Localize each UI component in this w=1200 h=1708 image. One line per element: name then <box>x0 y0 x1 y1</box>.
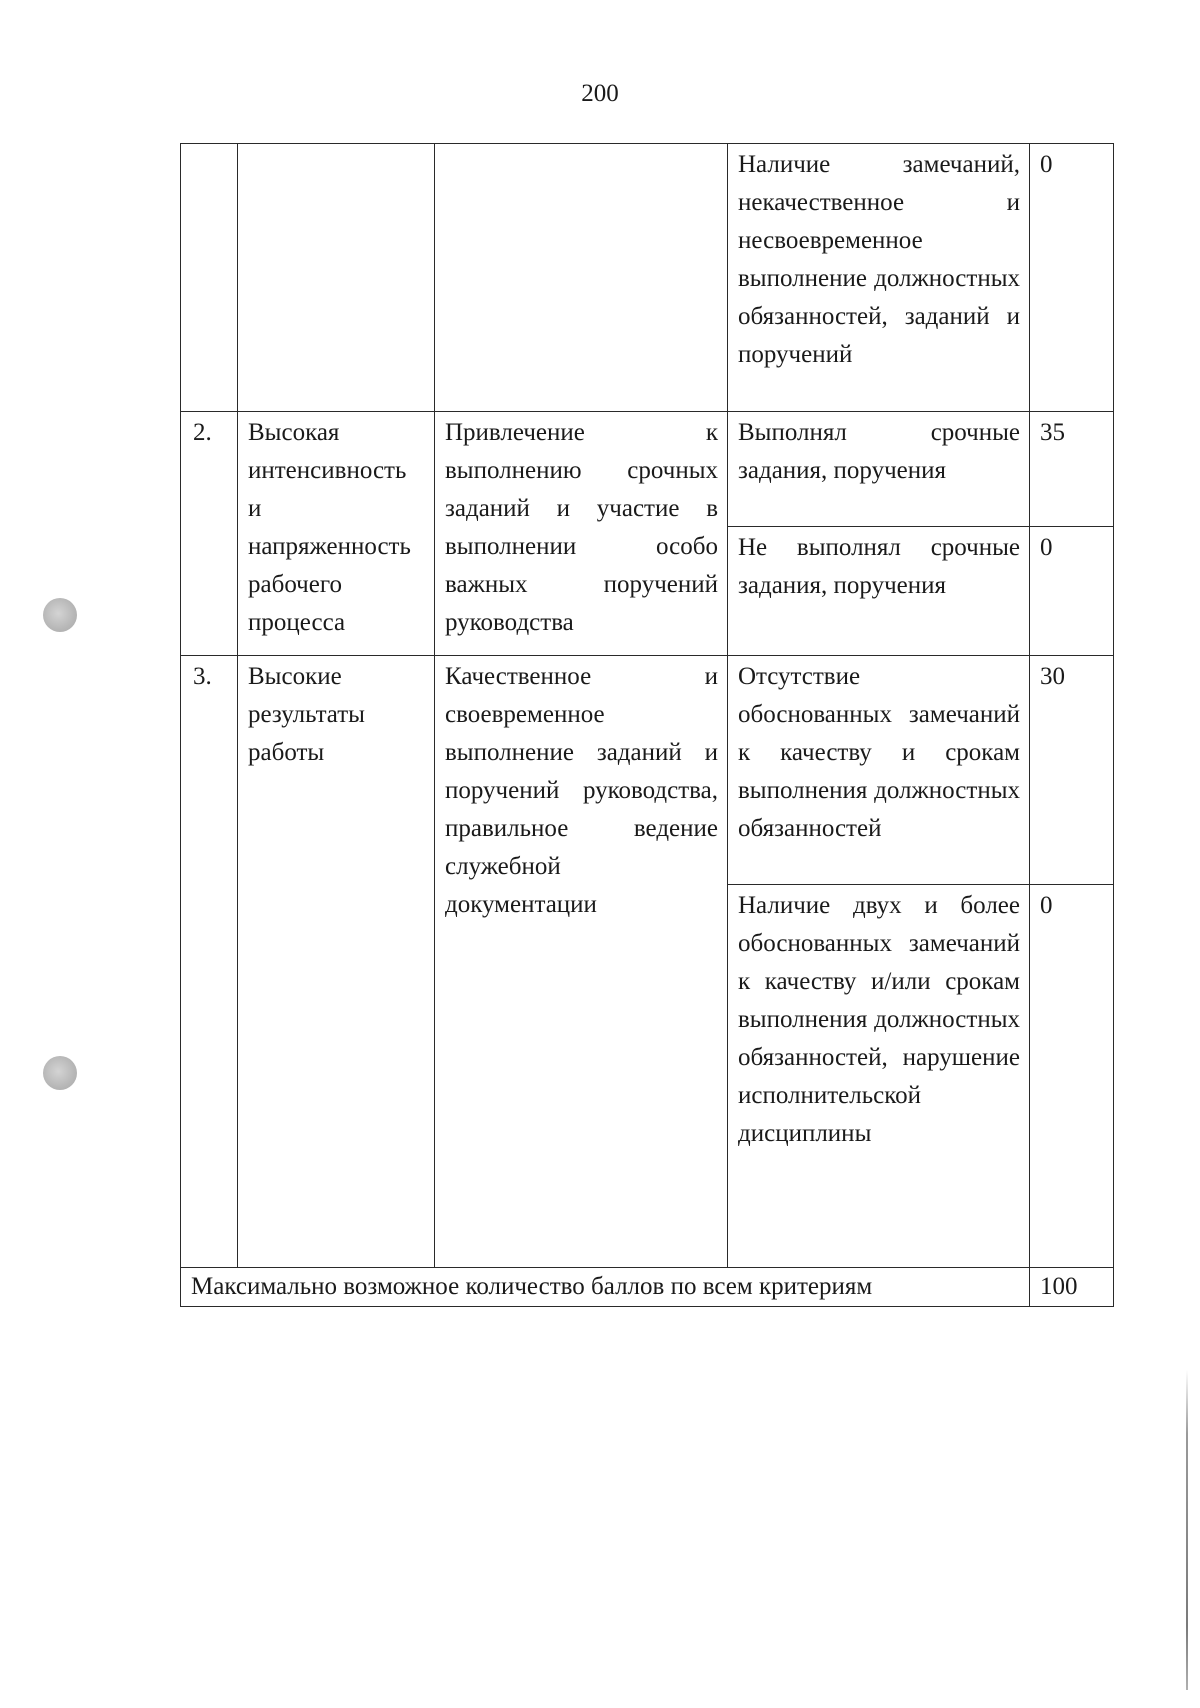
condition-cell: Отсутствие обоснованных замечаний к качеству и срокам выполнения должностных обязанностей <box>728 656 1030 885</box>
criteria-table <box>180 143 1114 1307</box>
indicator-cell: Качественное и своевременное выполнение заданий и поручений руководства, правильное ведение служебной документации <box>435 656 728 1268</box>
criterion-cell: Высокие результаты работы <box>238 656 435 1268</box>
total-label: Максимально возможное количество баллов по всем критериям <box>181 1268 1030 1307</box>
punch-hole <box>43 598 77 632</box>
condition-cell: Наличие замечаний, некачественное и несвоевременное выполнение должностных обязанностей, заданий и поручений <box>728 144 1030 412</box>
criterion-cell: Высокая интенсивность и напряженность рабочего процесса <box>238 412 435 656</box>
total-row <box>181 1268 1114 1307</box>
indicator-cell: Привлечение к выполнению срочных заданий и участие в выполнении особо важных поручений руководства <box>435 412 728 656</box>
condition-cell: Наличие двух и более обоснованных замечаний к качеству и/или срокам выполнения должностных обязанностей, нарушение исполнительской дисциплины <box>728 885 1030 1268</box>
row-number-cell: 2. <box>181 412 238 656</box>
total-points: 100 <box>1030 1268 1114 1307</box>
points-cell: 30 <box>1030 656 1114 885</box>
table-row <box>181 656 1114 885</box>
points-cell: 0 <box>1030 885 1114 1268</box>
condition-cell: Не выполнял срочные задания, поручения <box>728 527 1030 656</box>
row-number-cell <box>181 144 238 412</box>
page-number: 200 <box>581 80 619 107</box>
points-cell: 0 <box>1030 527 1114 656</box>
condition-cell: Выполнял срочные задания, поручения <box>728 412 1030 527</box>
table-row <box>181 412 1114 527</box>
indicator-cell <box>435 144 728 412</box>
criterion-cell <box>238 144 435 412</box>
punch-hole <box>43 1056 77 1090</box>
table-row <box>181 144 1114 412</box>
points-cell: 35 <box>1030 412 1114 527</box>
scan-edge-shadow <box>1186 1370 1188 1690</box>
row-number-cell: 3. <box>181 656 238 1268</box>
points-cell: 0 <box>1030 144 1114 412</box>
